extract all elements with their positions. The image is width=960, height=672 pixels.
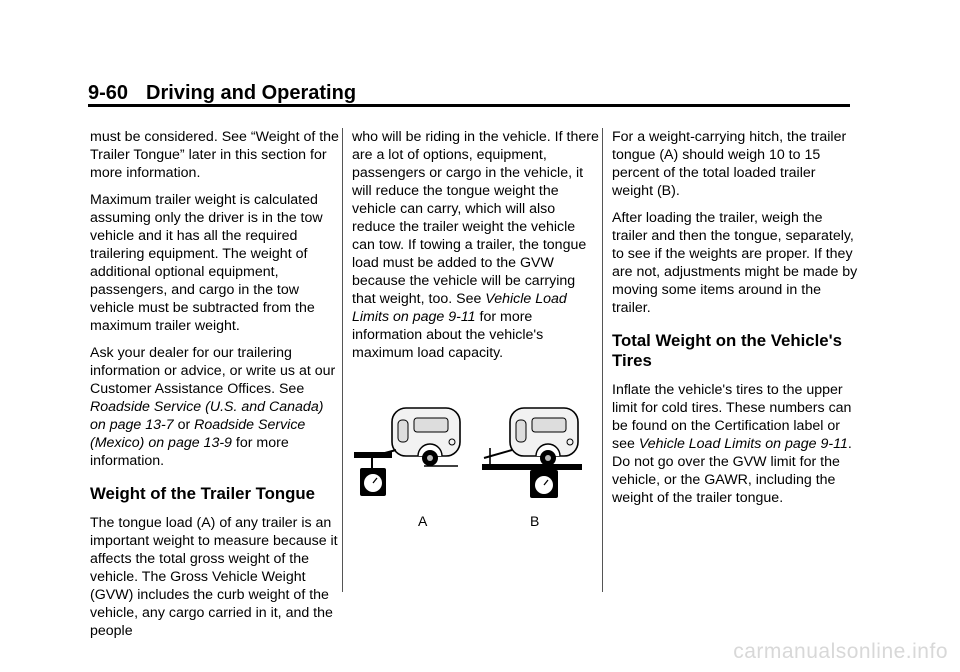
paragraph: must be considered. See “Weight of the Trailer Tongue” later in this section for more information.	[90, 129, 339, 181]
column-divider	[342, 128, 343, 592]
text-run: for more information.	[90, 435, 289, 469]
cross-reference-link[interactable]: Roadside Service (U.S. and Canada) on page 13-7	[90, 399, 324, 433]
section-title: Driving and Operating	[146, 82, 357, 104]
text-run: who will be riding in the vehicle. If there are a lot of options, equipment, passengers or cargo in the vehicle, it will reduce the tongue weight the vehicle can carry, which will also reduce the trailer weight the vehicle can tow. If towing a trailer, the tongue load must be added to the GVW because the vehicle will be carrying that weight, too. See	[352, 129, 599, 307]
paragraph: The tongue load (A) of any trailer is an important weight to measure because it affects the total gross weight of the vehicle. The Gross Vehicle Weight (GVW) includes the curb weight of the vehicle, any cargo carried in it, and the people	[90, 515, 338, 639]
paragraph: For a weight-carrying hitch, the trailer tongue (A) should weigh 10 to 15 percent of the total loaded trailer weight (B).	[612, 129, 847, 199]
paragraph	[612, 381, 858, 507]
paragraph	[352, 128, 600, 362]
text-run: or	[173, 417, 195, 433]
cross-reference-link[interactable]: Roadside Service (Mexico) on page 13-9	[90, 417, 306, 451]
figure-label-b: B	[530, 513, 540, 529]
cross-reference-link[interactable]: Vehicle Load Limits on page 9-11	[638, 436, 848, 452]
text-run: Inflate the vehicle's tires to the upper limit for cold tires. These numbers can be found on the Certification label or see	[612, 382, 852, 452]
paragraph	[90, 344, 340, 470]
text-run: for more information about the vehicle's maximum load capacity.	[352, 309, 544, 361]
paragraph: After loading the trailer, weigh the trailer and then the tongue, separately, to see if the weights are proper. If they are not, adjustments might be made by moving some items around in the trailer.	[612, 210, 858, 316]
section-heading: Total Weight on the Vehicle's Tires	[612, 331, 842, 370]
header-rule	[88, 104, 850, 107]
trailer-a-figure	[354, 408, 460, 496]
section-heading: Weight of the Trailer Tongue	[90, 484, 315, 503]
column-3	[612, 128, 858, 516]
page-header	[88, 82, 356, 105]
text-run: Ask your dealer for our trailering information or advice, or write us at our Customer Assistance Offices. See	[90, 345, 336, 397]
trailer-b-figure	[482, 408, 582, 498]
column-2	[352, 128, 600, 371]
text-run: . Do not go over the GVW limit for the vehicle, or the GAWR, including the weight of the trailer tongue.	[612, 436, 852, 506]
page-number: 9-60	[88, 82, 129, 104]
paragraph: Maximum trailer weight is calculated assuming only the driver is in the tow vehicle and it has all the required trailering equipment. The weight of additional optional equipment, passengers, and cargo in the tow vehicle must be subtracted from the maximum trailer weight.	[90, 192, 323, 334]
watermark-text: carmanualsonline.info	[733, 640, 948, 663]
trailer-weighing-illustration	[352, 398, 592, 538]
column-divider	[602, 128, 603, 592]
cross-reference-link[interactable]: Vehicle Load Limits on page 9-11	[352, 291, 567, 325]
figure-label-a: A	[418, 513, 428, 529]
column-1	[90, 128, 340, 649]
